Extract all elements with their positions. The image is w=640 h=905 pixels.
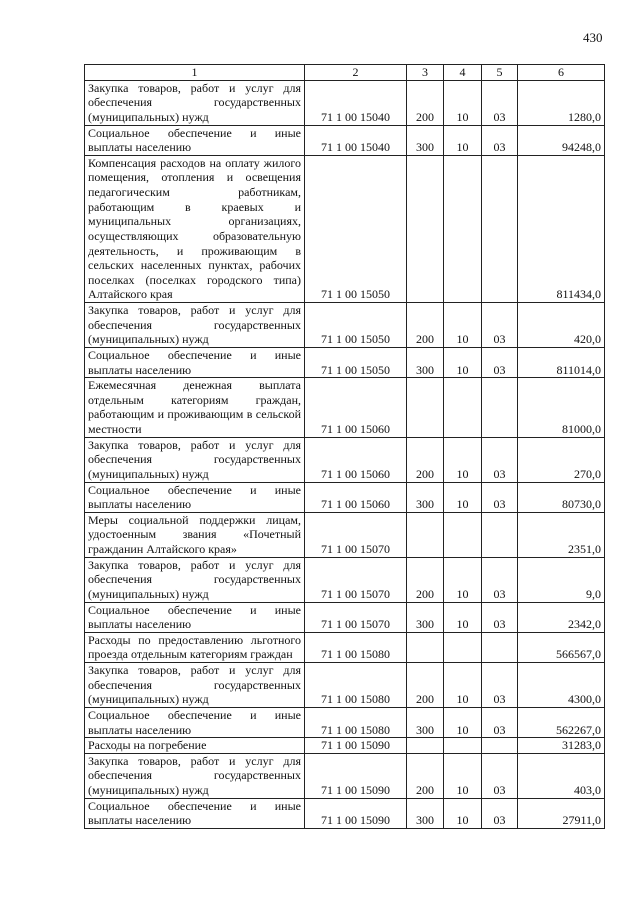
row-name-cell: Закупка товаров, работ и услуг для обеспечения государственных (муниципальных) нужд	[85, 663, 305, 708]
amount-cell: 270,0	[518, 437, 605, 482]
section-cell: 10	[444, 482, 482, 512]
section-cell: 10	[444, 125, 482, 155]
section-cell	[444, 738, 482, 754]
row-name-cell: Социальное обеспечение и иные выплаты населению	[85, 798, 305, 828]
table-row	[85, 707, 605, 737]
table-row	[85, 347, 605, 377]
row-name-cell: Расходы по предоставлению льготного проезда отдельным категориям граждан	[85, 632, 305, 662]
section-cell: 10	[444, 437, 482, 482]
column-header: 3	[407, 65, 444, 81]
row-name-cell: Социальное обеспечение и иные выплаты населению	[85, 347, 305, 377]
row-name-cell: Закупка товаров, работ и услуг для обеспечения государственных (муниципальных) нужд	[85, 753, 305, 798]
table-row	[85, 663, 605, 708]
target-article-cell: 71 1 00 15040	[305, 125, 407, 155]
section-cell: 10	[444, 303, 482, 348]
target-article-cell: 71 1 00 15050	[305, 347, 407, 377]
subsection-cell	[482, 512, 518, 557]
subsection-cell: 03	[482, 437, 518, 482]
table-row	[85, 437, 605, 482]
table-row	[85, 798, 605, 828]
subsection-cell: 03	[482, 80, 518, 125]
amount-cell: 811434,0	[518, 155, 605, 302]
column-header: 2	[305, 65, 407, 81]
section-cell: 10	[444, 602, 482, 632]
target-article-cell: 71 1 00 15050	[305, 155, 407, 302]
row-name-cell: Ежемесячная денежная выплата отдельным категориям граждан, работающим и проживающим в сельской местности	[85, 378, 305, 438]
header-row	[85, 65, 605, 81]
row-name-cell: Закупка товаров, работ и услуг для обеспечения государственных (муниципальных) нужд	[85, 80, 305, 125]
subsection-cell: 03	[482, 753, 518, 798]
amount-cell: 81000,0	[518, 378, 605, 438]
expense-type-cell: 200	[407, 663, 444, 708]
table-row	[85, 155, 605, 302]
section-cell	[444, 378, 482, 438]
amount-cell: 2342,0	[518, 602, 605, 632]
subsection-cell	[482, 155, 518, 302]
target-article-cell: 71 1 00 15090	[305, 798, 407, 828]
section-cell: 10	[444, 707, 482, 737]
amount-cell: 420,0	[518, 303, 605, 348]
expense-type-cell: 300	[407, 347, 444, 377]
amount-cell: 9,0	[518, 557, 605, 602]
table-row	[85, 753, 605, 798]
target-article-cell: 71 1 00 15060	[305, 482, 407, 512]
table-row	[85, 80, 605, 125]
section-cell: 10	[444, 80, 482, 125]
section-cell: 10	[444, 347, 482, 377]
row-name-cell: Социальное обеспечение и иные выплаты населению	[85, 707, 305, 737]
target-article-cell: 71 1 00 15070	[305, 557, 407, 602]
amount-cell: 94248,0	[518, 125, 605, 155]
subsection-cell	[482, 378, 518, 438]
section-cell	[444, 512, 482, 557]
subsection-cell: 03	[482, 347, 518, 377]
section-cell: 10	[444, 663, 482, 708]
subsection-cell: 03	[482, 663, 518, 708]
budget-table	[84, 64, 605, 829]
expense-type-cell: 300	[407, 798, 444, 828]
section-cell	[444, 632, 482, 662]
column-header: 4	[444, 65, 482, 81]
row-name-cell: Расходы на погребение	[85, 738, 305, 754]
target-article-cell: 71 1 00 15090	[305, 738, 407, 754]
subsection-cell: 03	[482, 557, 518, 602]
row-name-cell: Социальное обеспечение и иные выплаты населению	[85, 125, 305, 155]
expense-type-cell: 200	[407, 303, 444, 348]
amount-cell: 4300,0	[518, 663, 605, 708]
target-article-cell: 71 1 00 15070	[305, 512, 407, 557]
amount-cell: 811014,0	[518, 347, 605, 377]
amount-cell: 1280,0	[518, 80, 605, 125]
table-body	[85, 80, 605, 828]
expense-type-cell: 200	[407, 557, 444, 602]
subsection-cell	[482, 738, 518, 754]
table-row	[85, 738, 605, 754]
table-row	[85, 557, 605, 602]
table-row	[85, 632, 605, 662]
page-number: 430	[583, 30, 603, 45]
column-header: 1	[85, 65, 305, 81]
expense-type-cell	[407, 512, 444, 557]
row-name-cell: Меры социальной поддержки лицам, удостоенным звания «Почетный гражданин Алтайского края»	[85, 512, 305, 557]
target-article-cell: 71 1 00 15050	[305, 303, 407, 348]
table-row	[85, 125, 605, 155]
column-header: 5	[482, 65, 518, 81]
target-article-cell: 71 1 00 15090	[305, 753, 407, 798]
table-row	[85, 602, 605, 632]
row-name-cell: Компенсация расходов на оплату жилого помещения, отопления и освещения педагогическим работникам, работающим в краевых и муниципальных организациях, осуществляющих образовательную деятельность, и проживающим в сельских населенных пунктах, рабочих поселках (поселках городского типа) Алтайского края	[85, 155, 305, 302]
subsection-cell	[482, 632, 518, 662]
section-cell: 10	[444, 753, 482, 798]
amount-cell: 403,0	[518, 753, 605, 798]
target-article-cell: 71 1 00 15070	[305, 602, 407, 632]
subsection-cell: 03	[482, 303, 518, 348]
table-row	[85, 303, 605, 348]
expense-type-cell: 200	[407, 753, 444, 798]
expense-type-cell	[407, 155, 444, 302]
expense-type-cell: 300	[407, 602, 444, 632]
row-name-cell: Закупка товаров, работ и услуг для обеспечения государственных (муниципальных) нужд	[85, 437, 305, 482]
subsection-cell: 03	[482, 482, 518, 512]
expense-type-cell: 200	[407, 80, 444, 125]
target-article-cell: 71 1 00 15080	[305, 632, 407, 662]
expense-type-cell	[407, 378, 444, 438]
expense-type-cell: 200	[407, 437, 444, 482]
column-header: 6	[518, 65, 605, 81]
subsection-cell: 03	[482, 602, 518, 632]
row-name-cell: Закупка товаров, работ и услуг для обеспечения государственных (муниципальных) нужд	[85, 557, 305, 602]
table-row	[85, 512, 605, 557]
row-name-cell: Закупка товаров, работ и услуг для обеспечения государственных (муниципальных) нужд	[85, 303, 305, 348]
expense-type-cell: 300	[407, 125, 444, 155]
amount-cell: 2351,0	[518, 512, 605, 557]
section-cell	[444, 155, 482, 302]
target-article-cell: 71 1 00 15060	[305, 378, 407, 438]
amount-cell: 566567,0	[518, 632, 605, 662]
target-article-cell: 71 1 00 15080	[305, 663, 407, 708]
expense-type-cell	[407, 632, 444, 662]
expense-type-cell: 300	[407, 707, 444, 737]
table-row	[85, 482, 605, 512]
subsection-cell: 03	[482, 125, 518, 155]
target-article-cell: 71 1 00 15040	[305, 80, 407, 125]
amount-cell: 80730,0	[518, 482, 605, 512]
table-row	[85, 378, 605, 438]
row-name-cell: Социальное обеспечение и иные выплаты населению	[85, 602, 305, 632]
expense-type-cell	[407, 738, 444, 754]
amount-cell: 562267,0	[518, 707, 605, 737]
expense-type-cell: 300	[407, 482, 444, 512]
amount-cell: 31283,0	[518, 738, 605, 754]
target-article-cell: 71 1 00 15080	[305, 707, 407, 737]
section-cell: 10	[444, 798, 482, 828]
subsection-cell: 03	[482, 707, 518, 737]
section-cell: 10	[444, 557, 482, 602]
amount-cell: 27911,0	[518, 798, 605, 828]
target-article-cell: 71 1 00 15060	[305, 437, 407, 482]
row-name-cell: Социальное обеспечение и иные выплаты населению	[85, 482, 305, 512]
subsection-cell: 03	[482, 798, 518, 828]
